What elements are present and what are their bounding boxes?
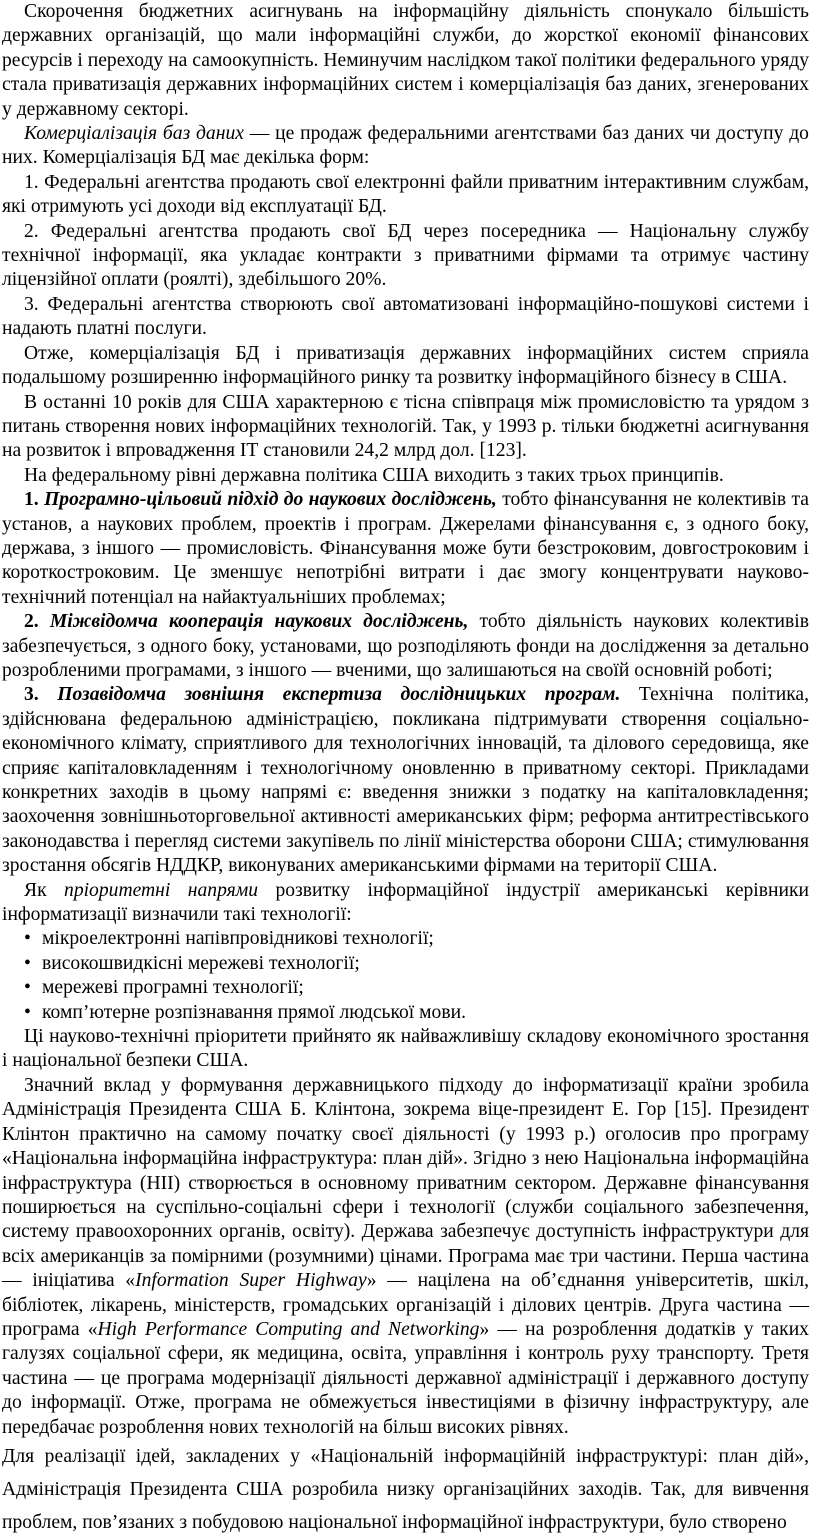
- priorities-text: розвитку інформаційної індустрії американські керівники інформатизації визначили такі технології:: [2, 879, 809, 926]
- nii-text-b: » — націлена на об’єднання університетів, шкіл, бібліотек, лікарень, міністерств, громадських організацій і ділових центрів. Друга частина — програма «: [2, 1270, 810, 1340]
- list-item: [2, 976, 809, 1000]
- paragraph-cooperation: В останні 10 років для США характерною є тісна співпраця між промисловістю та урядом з питань створення нових інформаційних технологій. Так, у 1993 р. тільки бюджетні асигнування на розвиток і впровадження ІТ становили 24,2 млрд дол. [123].: [2, 391, 809, 462]
- list-item-text: комп’ютерне розпізнавання прямої людської мови.: [42, 1001, 466, 1023]
- term-commercialization: Комерціалізація баз даних: [24, 123, 244, 145]
- principle-1-number: 1.: [24, 489, 45, 511]
- principle-3-number: 3.: [24, 684, 58, 706]
- principle-2: [2, 610, 809, 683]
- principle-1-text: тобто фінансування не колективів та установ, а наукових проблем, проектів і програм. Джерелами фінансування є, з одного боку, держава, з іншого — промисловість. Фінансування може бути безстроковим, довгостроковим і короткостроковим. Це зменшує непотрібні витрати і дає змогу концентрувати науково-технічний потенціал на найактуальніших проблемах;: [2, 489, 809, 608]
- list-item: [2, 927, 809, 951]
- paragraph-form-3: 3. Федеральні агентства створюють свої автоматизовані інформаційно-пошукові системи і надають платні послуги.: [2, 293, 809, 340]
- bullet-icon: •: [24, 977, 31, 999]
- paragraph-priorities-importance: Ці науково-технічні пріоритети прийнято як найважливішу складову економічного зростання і національної безпеки США.: [2, 1026, 809, 1072]
- paragraph-budget-cuts: Скорочення бюджетних асигнувань на інформаційну діяльність спонукало більшість державних організацій, що мали інформаційні служби, до жорсткої економії фінансових ресурсів і переходу на самоокупність. Неминучим наслідком такої політики федерального уряду стала приватизація державних інформаційних систем і комерціалізація баз даних, згенерованих у державному секторі.: [2, 1, 809, 120]
- paragraph-commercialization-definition: [2, 122, 809, 171]
- principle-2-number: 2.: [24, 611, 50, 633]
- initiative-name-1: Information Super Highway: [135, 1270, 367, 1292]
- principle-2-title: Міжвідомча кооперація наукових досліджень,: [49, 611, 469, 633]
- principle-1: [2, 488, 809, 610]
- list-item: [2, 1001, 809, 1025]
- bullet-icon: •: [24, 928, 31, 950]
- paragraph-form-1: 1. Федеральні агентства продають свої електронні файли приватним інтерактивним службам, які отримують усі доходи від експлуатації БД.: [2, 171, 809, 218]
- list-item-text: високошвидкісні мережеві технології;: [42, 952, 360, 974]
- paragraph-organizational-measures: Для реалізації ідей, закладених у «Національній інформаційній інфраструктурі: план дій», Адміністрація Президента США розробила низку організаційних заходів. Так, для вивчення проблем, пов’язаних з побудовою національної інформаційної інфраструктури, було створено: [2, 1445, 809, 1533]
- list-item-text: мікроелектронні напівпровідникові технології;: [42, 928, 434, 950]
- list-item-text: мережеві програмні технології;: [42, 977, 304, 999]
- principle-1-title: Програмно-цільовий підхід до наукових досліджень,: [44, 489, 497, 511]
- list-item: [2, 952, 809, 976]
- principle-3: [2, 683, 809, 878]
- paragraph-clinton-administration: [2, 1074, 809, 1440]
- paragraph-form-2: 2. Федеральні агентства продають свої БД через посередника — Національну службу технічної інформації, яка укладає контракти з приватними фірмами та отримує частину ліцензійної оплати (роялті), здебільшого 20%.: [2, 220, 809, 291]
- paragraph-principles-intro: На федеральному рівні державна політика США виходить з таких трьох принципів.: [24, 464, 724, 486]
- priorities-lead: Як: [24, 879, 65, 901]
- principle-3-title: Позавідомча зовнішня експертиза дослідницьких програм.: [57, 684, 621, 706]
- nii-text-a: Значний вклад у формування державницького підходу до інформатизації країни зробила Адміністрація Президента США Б. Клінтона, зокрема віце-президент Е. Гор [15]. Президент Клінтон практично на самому початку своєї діяльності (у 1993 р.) оголосив про програму «Національна інформаційна інфраструктура: план дій». Згідно з нею Національна інформаційна інфраструктура (НІІ) створюється в основному приватним сектором. Державне фінансування поширюється на суспільно-соціальні сфери і технології (служби соціального забезпечення, систему правоохоронних органів, освіту). Держава забезпечує доступність інфраструктури для всіх американців за помірними (розумними) цінами. Програма має три частини. Перша частина — ініціатива «: [2, 1074, 809, 1292]
- initiative-name-2: High Performance Computing and Networking: [97, 1318, 480, 1340]
- priorities-list: [2, 927, 809, 1025]
- bullet-icon: •: [24, 1001, 31, 1023]
- principle-3-text: Технічна політика, здійснювана федеральною адміністрацією, покликана підтримувати створення соціально-економічного клімату, сприятливого для технологічних інновацій, та ділового середовища, яке сприяє капіталовкладенням і технологічному оновленню в приватному секторі. Прикладами конкретних заходів в цьому напрямі є: введення знижки з податку на капіталовкладення; заохочення зовнішньоторговельної активності американських фірм; реформа антитрестівського законодавства і перегляд системи закупівель по лінії міністерства оборони США; стимулювання зростання обсягів НДДКР, виконуваних американськими фірмами на території США.: [2, 684, 810, 877]
- bullet-icon: •: [24, 952, 31, 974]
- term-priorities: пріоритетні напрями: [64, 879, 259, 901]
- nii-text-c: » — на розроблення додатків у таких галузях соціальної сфери, як медицина, освіта, управління і контроль руху транспорту. Третя частина — це програма модернізації діяльності державної адміністрації і державного доступу до інформації. Отже, програма не обмежується інвестиціями в фізичну інфраструктуру, але передбачає розроблення нових технологій на більш високих рівнях.: [2, 1318, 809, 1438]
- paragraph-priorities: [2, 879, 809, 928]
- definition-text: — це продаж федеральними агентствами баз даних чи доступу до них. Комерціалізація БД має декілька форм:: [2, 123, 809, 169]
- paragraph-conclusion-market: Отже, комерціалізація БД і приватизація державних інформаційних систем сприяла подальшому розширенню інформаційного ринку та розвитку інформаційного бізнесу в США.: [2, 342, 809, 389]
- principle-2-text: тобто діяльність наукових колективів забезпечується, з одного боку, установами, що розподіляють фонди на дослідження за детально розробленими програмами, з іншого — вченими, що залишаються на своїй основній роботі;: [2, 611, 809, 681]
